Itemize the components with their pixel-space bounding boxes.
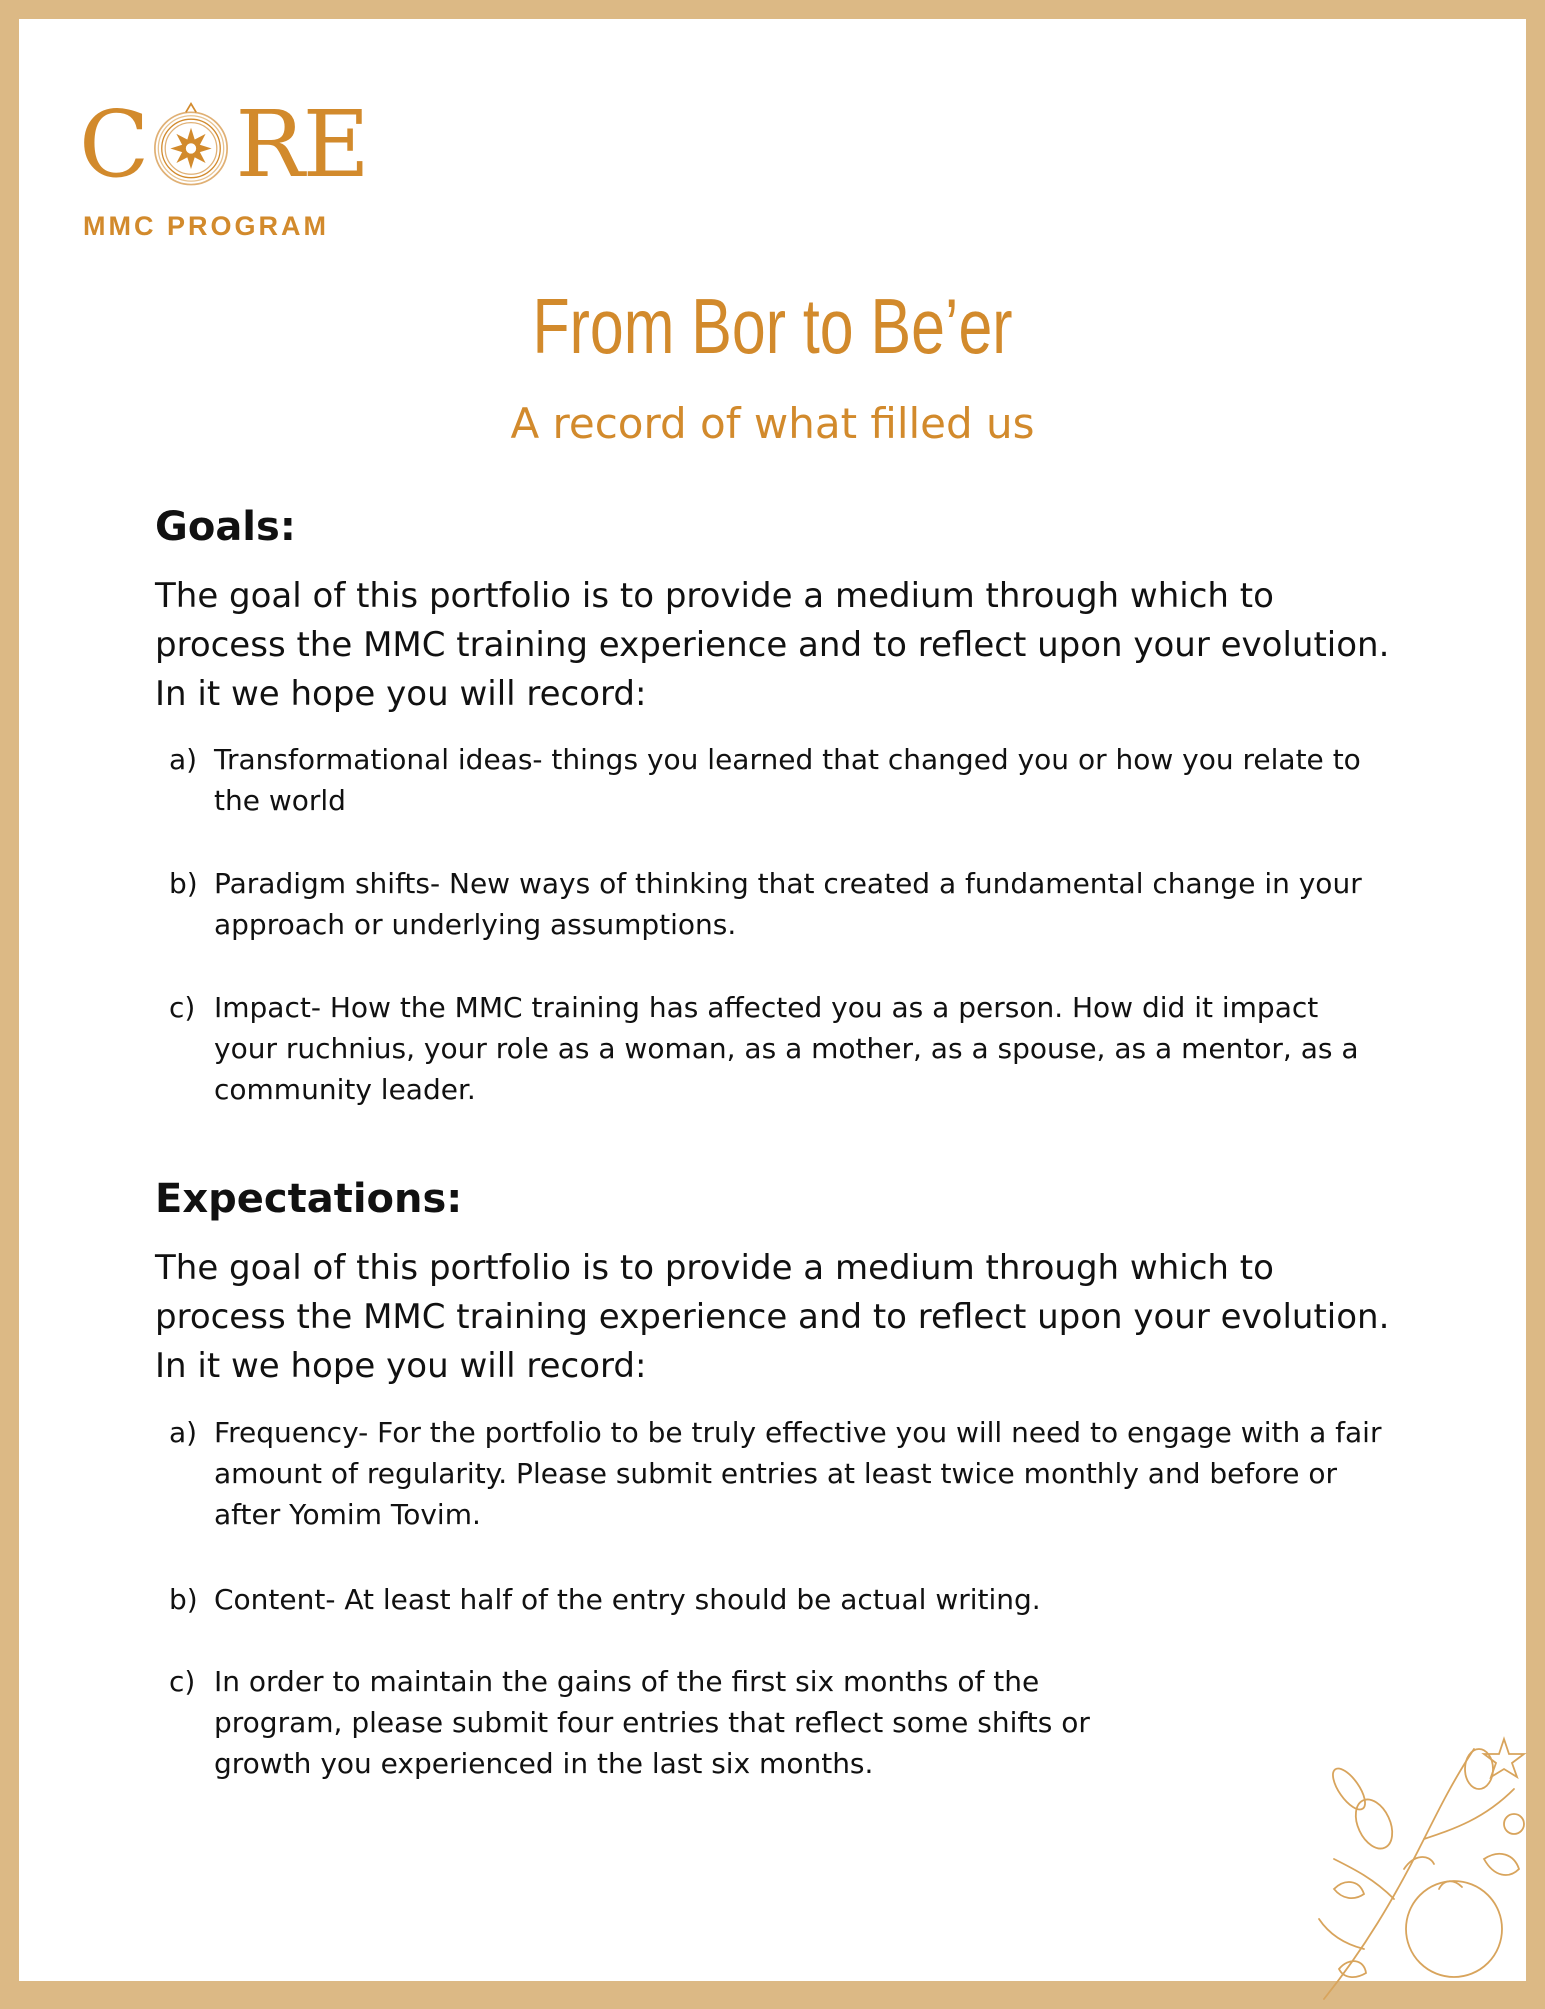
document-page xyxy=(19,19,1526,1981)
logo-letters-re: RE xyxy=(235,91,368,198)
sun-flower-emblem-icon xyxy=(148,99,234,191)
expectations-intro: The goal of this portfolio is to provide a medium through which to process the MMC training experience and to reflect upon your evolution. In it we hope you will record: xyxy=(155,1248,1390,1386)
logo-letter-c: C xyxy=(79,91,148,198)
list-item-text: Content- At least half of the entry should be actual writing. xyxy=(214,1583,1041,1616)
list-item-text: In order to maintain the gains of the first six months of the program, please submit four entries that reflect some shifts or growth you experienced in the last six months. xyxy=(214,1665,1090,1780)
logo-program-label: MMC PROGRAM xyxy=(83,211,329,241)
list-item-text: Paradigm shifts- New ways of thinking that created a fundamental change in your approach or underlying assumptions. xyxy=(214,867,1362,941)
core-logo xyxy=(79,91,399,259)
list-item-text: Impact- How the MMC training has affected you as a person. How did it impact your ruchnius, your role as a woman, as a mother, as a spouse, as a mentor, as a community leader. xyxy=(214,991,1359,1106)
goals-intro: The goal of this portfolio is to provide a medium through which to process the MMC training experience and to reflect upon your evolution. In it we hope you will record: xyxy=(155,576,1390,714)
goals-heading: Goals: xyxy=(155,504,296,550)
list-item-text: Transformational ideas- things you learned that changed you or how you relate to the world xyxy=(214,743,1361,817)
list-marker: b) xyxy=(169,1583,198,1616)
expectations-heading: Expectations: xyxy=(155,1176,463,1222)
list-marker: a) xyxy=(169,1416,198,1449)
list-item-text: Frequency- For the portfolio to be truly effective you will need to engage with a fair amount of regularity. Please submit entries at least twice monthly and before or after Yomim Tovim. xyxy=(214,1416,1382,1531)
logo-wordmark xyxy=(79,91,368,198)
list-marker: b) xyxy=(169,867,198,900)
pomegranate-branch-icon xyxy=(1304,1729,1534,2009)
page-subtitle: A record of what filled us xyxy=(510,399,1035,448)
list-marker: a) xyxy=(169,743,198,776)
page-title: From Bor to Be’er xyxy=(532,282,1013,370)
list-marker: c) xyxy=(169,1665,196,1698)
list-marker: c) xyxy=(169,991,196,1024)
